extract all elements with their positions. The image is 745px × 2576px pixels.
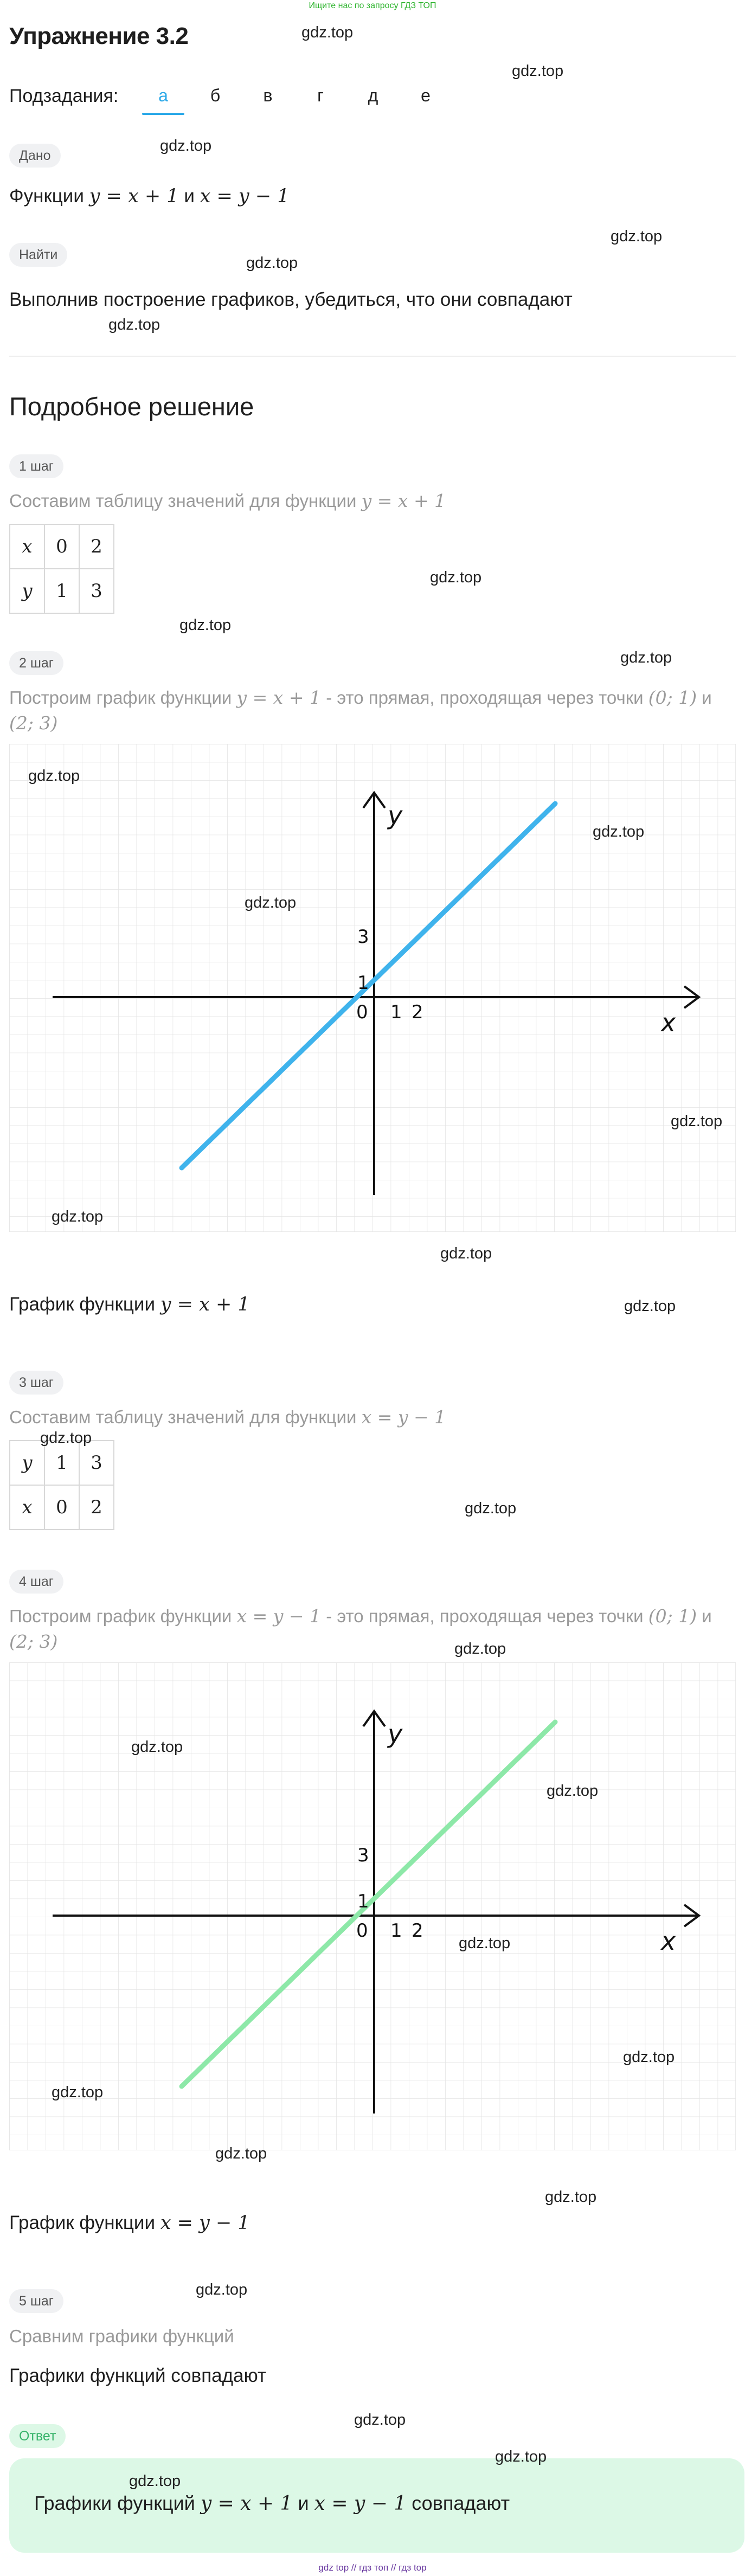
answer-eq2: x = y − 1 bbox=[314, 2493, 407, 2515]
graph-grid bbox=[9, 744, 736, 1232]
watermark: gdz.top bbox=[495, 2448, 547, 2465]
step1-eq: y = x + 1 bbox=[361, 490, 446, 511]
step2-caption-eq: y = x + 1 bbox=[160, 1294, 250, 1315]
watermark: gdz.top bbox=[593, 823, 645, 840]
watermark: gdz.top bbox=[40, 1429, 92, 1447]
step1-value-table bbox=[9, 524, 114, 614]
watermark: gdz.top bbox=[28, 767, 80, 785]
given-eq1: y = x + 1 bbox=[89, 185, 179, 207]
step2-prefix: Построим график функции bbox=[9, 688, 232, 708]
bottom-watermark-note: gdz top // гдз топ // гдз top bbox=[318, 2562, 427, 2573]
step1-text bbox=[9, 490, 446, 511]
y-axis-label: y bbox=[388, 801, 403, 830]
table-cell: 2 bbox=[79, 524, 114, 569]
graph-y-eq-x-plus-1 bbox=[9, 744, 736, 1232]
tick-label-3: 3 bbox=[357, 1845, 369, 1866]
watermark: gdz.top bbox=[465, 1500, 517, 1517]
answer-eq1: y = x + 1 bbox=[200, 2493, 293, 2515]
watermark: gdz.top bbox=[108, 316, 160, 333]
step3-text bbox=[9, 1406, 446, 1428]
given-prefix: Функции bbox=[9, 185, 84, 207]
step4-conj: и bbox=[702, 1606, 712, 1626]
step5-chip: 5 шаг bbox=[9, 2289, 63, 2313]
given-eq2: x = y − 1 bbox=[200, 185, 290, 207]
table-row bbox=[10, 1441, 114, 1485]
step4-chip: 4 шаг bbox=[9, 1570, 63, 1594]
step5-text: Сравним графики функций bbox=[9, 2326, 234, 2346]
tick-label-1: 1 bbox=[357, 1891, 369, 1912]
graph-x-eq-y-minus-1 bbox=[9, 1662, 736, 2150]
step4-caption-eq: x = y − 1 bbox=[160, 2212, 250, 2234]
watermark: gdz.top bbox=[179, 616, 232, 634]
step4-caption-prefix: График функции bbox=[9, 2212, 155, 2233]
watermark: gdz.top bbox=[611, 228, 663, 245]
answer-text bbox=[34, 2492, 510, 2515]
watermark: gdz.top bbox=[623, 2048, 675, 2066]
step4-point2: (2; 3) bbox=[9, 1631, 58, 1652]
table-cell: y bbox=[10, 1441, 44, 1485]
tab-b[interactable]: б bbox=[210, 86, 221, 105]
answer-box bbox=[9, 2458, 744, 2553]
watermark: gdz.top bbox=[624, 1297, 676, 1315]
tab-v[interactable]: в bbox=[263, 86, 273, 105]
step3-label: Составим таблицу значений для функции bbox=[9, 1407, 357, 1427]
step2-eq: y = x + 1 bbox=[236, 687, 322, 708]
find-text: Выполнив построение графиков, убедиться, что они совпадают bbox=[9, 289, 573, 310]
table-cell: 3 bbox=[79, 569, 114, 613]
watermark: gdz.top bbox=[129, 2472, 181, 2490]
watermark: gdz.top bbox=[131, 1738, 183, 1756]
step2-conj: и bbox=[702, 688, 712, 708]
y-axis-label: y bbox=[388, 1719, 403, 1749]
tick-label-3: 3 bbox=[357, 926, 369, 948]
active-tab-underline bbox=[142, 113, 184, 115]
step4-text-line1 bbox=[9, 1605, 712, 1627]
watermark: gdz.top bbox=[512, 62, 564, 80]
tick-label-x1: 1 bbox=[390, 1001, 402, 1023]
step2-point2: (2; 3) bbox=[9, 712, 58, 734]
step1-chip: 1 шаг bbox=[9, 454, 63, 478]
table-row bbox=[10, 524, 114, 569]
watermark: gdz.top bbox=[301, 24, 354, 41]
table-cell: y bbox=[10, 569, 44, 613]
step2-chip: 2 шаг bbox=[9, 651, 63, 675]
watermark: gdz.top bbox=[545, 2188, 597, 2206]
top-promo-note: Ищите нас по запросу ГДЗ ТОП bbox=[309, 1, 436, 10]
step3-value-table bbox=[9, 1440, 114, 1530]
watermark: gdz.top bbox=[52, 1208, 104, 1225]
table-cell: 0 bbox=[44, 1485, 79, 1530]
given-chip: Дано bbox=[9, 144, 61, 168]
answer-prefix: Графики функций bbox=[34, 2492, 195, 2514]
step2-caption bbox=[9, 1294, 250, 1315]
tick-label-x1: 1 bbox=[390, 1920, 402, 1942]
watermark: gdz.top bbox=[215, 2145, 267, 2162]
table-row bbox=[10, 569, 114, 613]
step5-result: Графики функций совпадают bbox=[9, 2365, 267, 2386]
origin-label: 0 bbox=[356, 1920, 368, 1942]
table-cell: 1 bbox=[44, 1441, 79, 1485]
x-axis-label: x bbox=[661, 1926, 676, 1956]
table-cell: 0 bbox=[44, 524, 79, 569]
answer-chip: Ответ bbox=[9, 2424, 66, 2448]
table-row bbox=[10, 1485, 114, 1530]
watermark: gdz.top bbox=[620, 649, 672, 666]
step2-text-line1 bbox=[9, 687, 712, 708]
step2-caption-prefix: График функции bbox=[9, 1294, 155, 1315]
watermark: gdz.top bbox=[459, 1935, 511, 1952]
table-cell: x bbox=[10, 1485, 44, 1530]
tick-label-x2: 2 bbox=[412, 1001, 423, 1023]
answer-suffix: совпадают bbox=[412, 2492, 510, 2514]
given-text bbox=[9, 185, 290, 207]
step4-point1: (0; 1) bbox=[648, 1605, 697, 1627]
table-cell: 1 bbox=[44, 569, 79, 613]
origin-label: 0 bbox=[356, 1001, 368, 1023]
page-title: Упражнение 3.2 bbox=[9, 23, 189, 49]
watermark: gdz.top bbox=[454, 1640, 506, 1658]
watermark: gdz.top bbox=[196, 2281, 248, 2298]
watermark: gdz.top bbox=[246, 254, 298, 272]
solution-title: Подробное решение bbox=[9, 392, 254, 421]
tick-label-1: 1 bbox=[357, 972, 369, 994]
tick-label-x2: 2 bbox=[412, 1920, 423, 1942]
table-cell: x bbox=[10, 524, 44, 569]
find-chip: Найти bbox=[9, 243, 67, 267]
watermark: gdz.top bbox=[52, 2084, 104, 2101]
step2-point1: (0; 1) bbox=[648, 687, 697, 708]
step4-suffix: - это прямая, проходящая через точки bbox=[326, 1606, 644, 1626]
tab-a[interactable]: а bbox=[158, 86, 168, 105]
watermark: gdz.top bbox=[671, 1113, 723, 1130]
x-axis-label: x bbox=[661, 1008, 676, 1037]
step4-caption bbox=[9, 2212, 250, 2234]
given-conj: и bbox=[184, 185, 195, 207]
watermark: gdz.top bbox=[160, 137, 212, 155]
watermark: gdz.top bbox=[354, 2411, 406, 2429]
step2-suffix: - это прямая, проходящая через точки bbox=[326, 688, 644, 708]
watermark: gdz.top bbox=[430, 569, 482, 586]
tab-e[interactable]: е bbox=[421, 86, 431, 105]
section-divider bbox=[9, 356, 736, 357]
watermark: gdz.top bbox=[547, 1782, 599, 1800]
table-cell: 2 bbox=[79, 1485, 114, 1530]
table-cell: 3 bbox=[79, 1441, 114, 1485]
step3-eq: x = y − 1 bbox=[361, 1406, 446, 1428]
answer-conj: и bbox=[298, 2492, 309, 2514]
step4-prefix: Построим график функции bbox=[9, 1606, 232, 1626]
tab-g[interactable]: г bbox=[317, 86, 324, 105]
watermark: gdz.top bbox=[440, 1245, 492, 1262]
subtasks-label: Подзадания: bbox=[9, 86, 119, 106]
step1-label: Составим таблицу значений для функции bbox=[9, 491, 357, 511]
watermark: gdz.top bbox=[245, 894, 297, 911]
graph-grid bbox=[9, 1662, 736, 2150]
step3-chip: 3 шаг bbox=[9, 1371, 63, 1395]
tab-d[interactable]: д bbox=[368, 86, 378, 105]
step4-eq: x = y − 1 bbox=[236, 1605, 322, 1627]
